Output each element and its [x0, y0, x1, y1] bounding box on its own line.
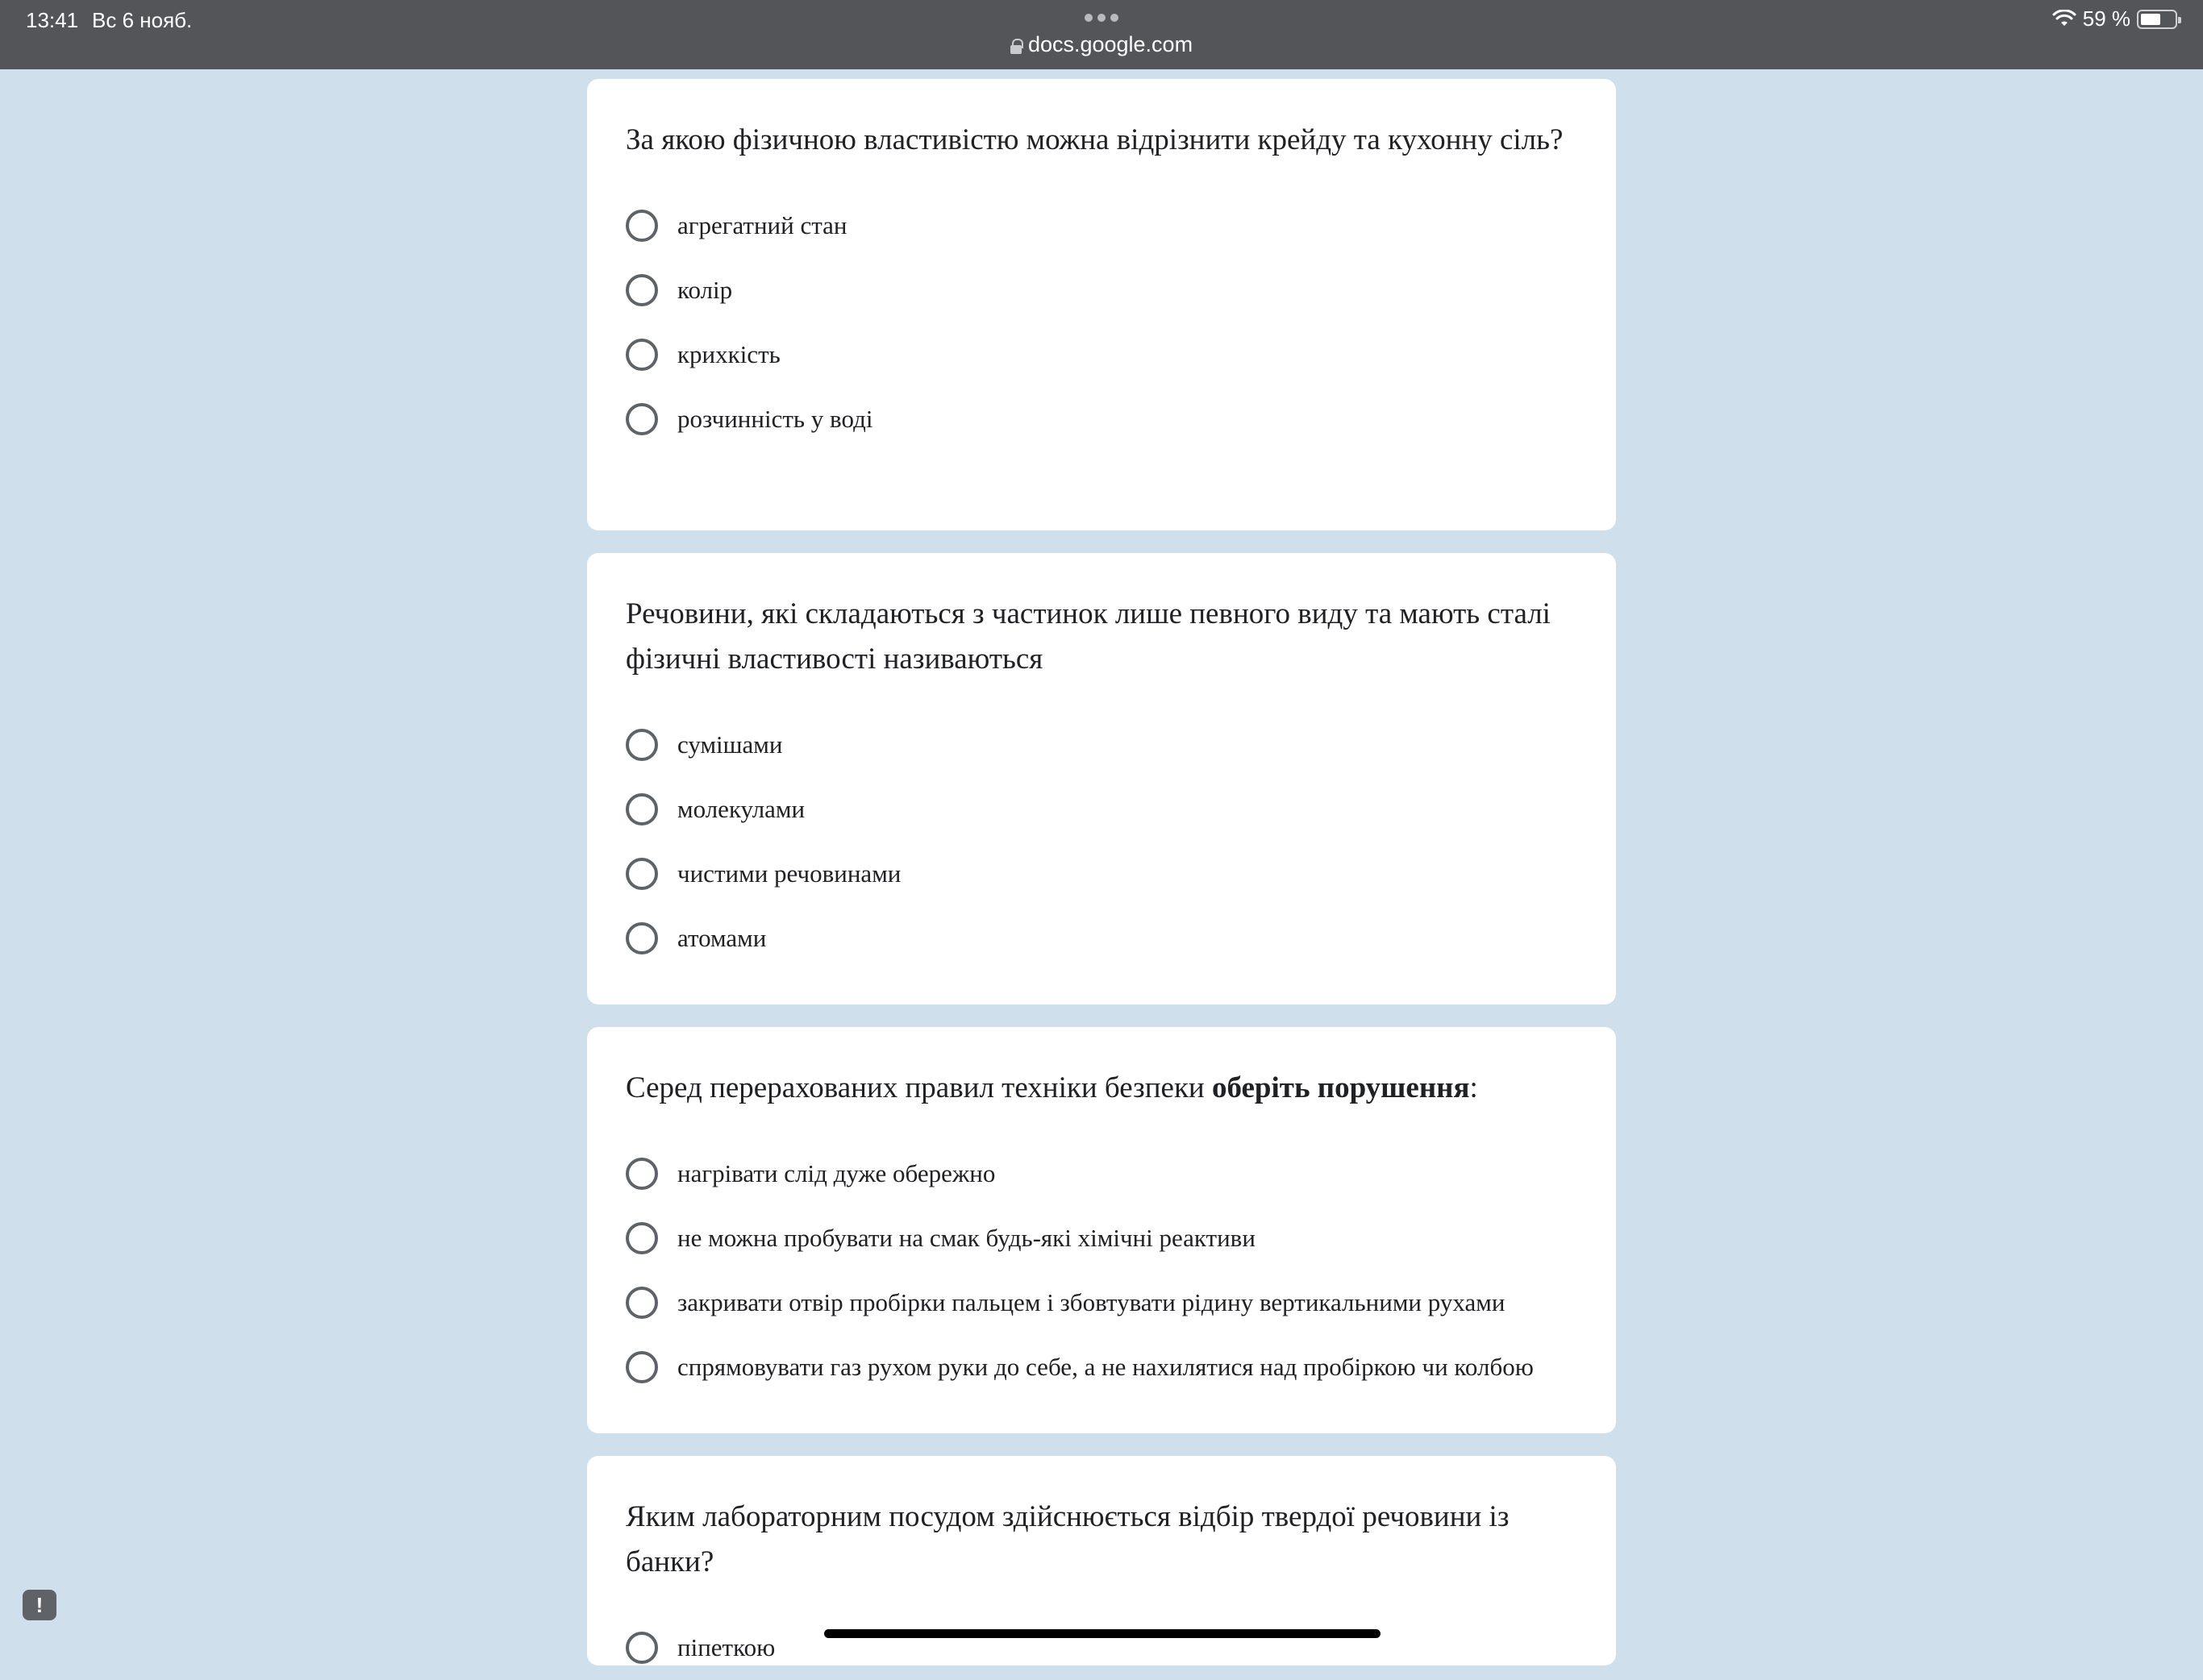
radio-button[interactable] [626, 858, 658, 890]
option-label: крихкість [677, 340, 781, 368]
radio-button[interactable] [626, 1632, 658, 1664]
feedback-button[interactable] [23, 1590, 56, 1620]
option-label: піпеткою [677, 1633, 776, 1661]
status-bar [0, 0, 2203, 69]
lock-icon [1010, 39, 1022, 53]
option-label: молекулами [677, 795, 806, 823]
exclamation-icon: ! [35, 1593, 44, 1617]
option-row[interactable] [626, 906, 1577, 971]
question-card-2 [587, 553, 1616, 1004]
option-label: агрегатний стан [677, 211, 847, 239]
question-title: Серед перерахованих правил техніки безпеки оберіть порушення: [626, 1071, 1478, 1104]
option-label: не можна пробувати на смак будь-які хімічні реактиви [677, 1224, 1256, 1252]
option-row[interactable] [626, 1335, 1577, 1399]
url-text: docs.google.com [1027, 32, 1193, 56]
address-bar[interactable] [0, 32, 2203, 57]
option-row[interactable] [626, 1616, 1577, 1680]
radio-button[interactable] [626, 274, 658, 306]
radio-button[interactable] [626, 1158, 658, 1190]
radio-button[interactable] [626, 339, 658, 371]
option-row[interactable] [626, 1206, 1577, 1270]
option-label: сумішами [677, 730, 783, 759]
option-label: спрямовувати газ рухом руки до себе, а не нахилятися над пробіркою чи колбою [677, 1353, 1534, 1381]
option-row[interactable] [626, 387, 1577, 451]
option-label: розчинність у воді [677, 405, 873, 433]
status-time: 13:41 [26, 8, 79, 32]
status-date: Вс 6 нояб. [92, 8, 193, 32]
option-label: колір [677, 276, 733, 304]
radio-button[interactable] [626, 1287, 658, 1319]
radio-button[interactable] [626, 1222, 658, 1254]
question-title: Речовини, які складаються з частинок лише певного виду та мають сталі фізичні властивості називаються [626, 597, 1551, 676]
radio-button[interactable] [626, 210, 658, 242]
radio-button[interactable] [626, 922, 658, 954]
home-indicator[interactable] [824, 1629, 1381, 1638]
battery-percent: 59 % [2082, 6, 2130, 31]
option-label: закривати отвір пробірки пальцем і збовтувати рідину вертикальними рухами [677, 1288, 1505, 1316]
radio-button[interactable] [626, 729, 658, 761]
radio-button[interactable] [626, 793, 658, 825]
radio-button[interactable] [626, 403, 658, 435]
option-row[interactable] [626, 713, 1577, 777]
radio-button[interactable] [626, 1351, 658, 1383]
battery-icon [2137, 10, 2177, 29]
question-card-3 [587, 1027, 1616, 1433]
option-row[interactable] [626, 322, 1577, 387]
question-card-1 [587, 79, 1616, 530]
option-row[interactable] [626, 1270, 1577, 1335]
option-label: нагрівати слід дуже обережно [677, 1159, 996, 1187]
option-row[interactable] [626, 1141, 1577, 1206]
option-label: атомами [677, 924, 767, 952]
question-title: Яким лабораторним посудом здійснюється відбір твердої речовини із банки? [626, 1500, 1510, 1578]
emphasis-text: оберіть порушення [1211, 1071, 1470, 1104]
option-row[interactable] [626, 258, 1577, 322]
option-row[interactable] [626, 193, 1577, 258]
option-label: чистими речовинами [677, 859, 902, 888]
question-title: За якою фізичною властивістю можна відрізнити крейду та кухонну сіль? [626, 123, 1564, 156]
more-dots-icon[interactable] [1085, 11, 1118, 24]
option-row[interactable] [626, 842, 1577, 906]
option-row[interactable] [626, 777, 1577, 842]
wifi-icon [2052, 10, 2076, 29]
